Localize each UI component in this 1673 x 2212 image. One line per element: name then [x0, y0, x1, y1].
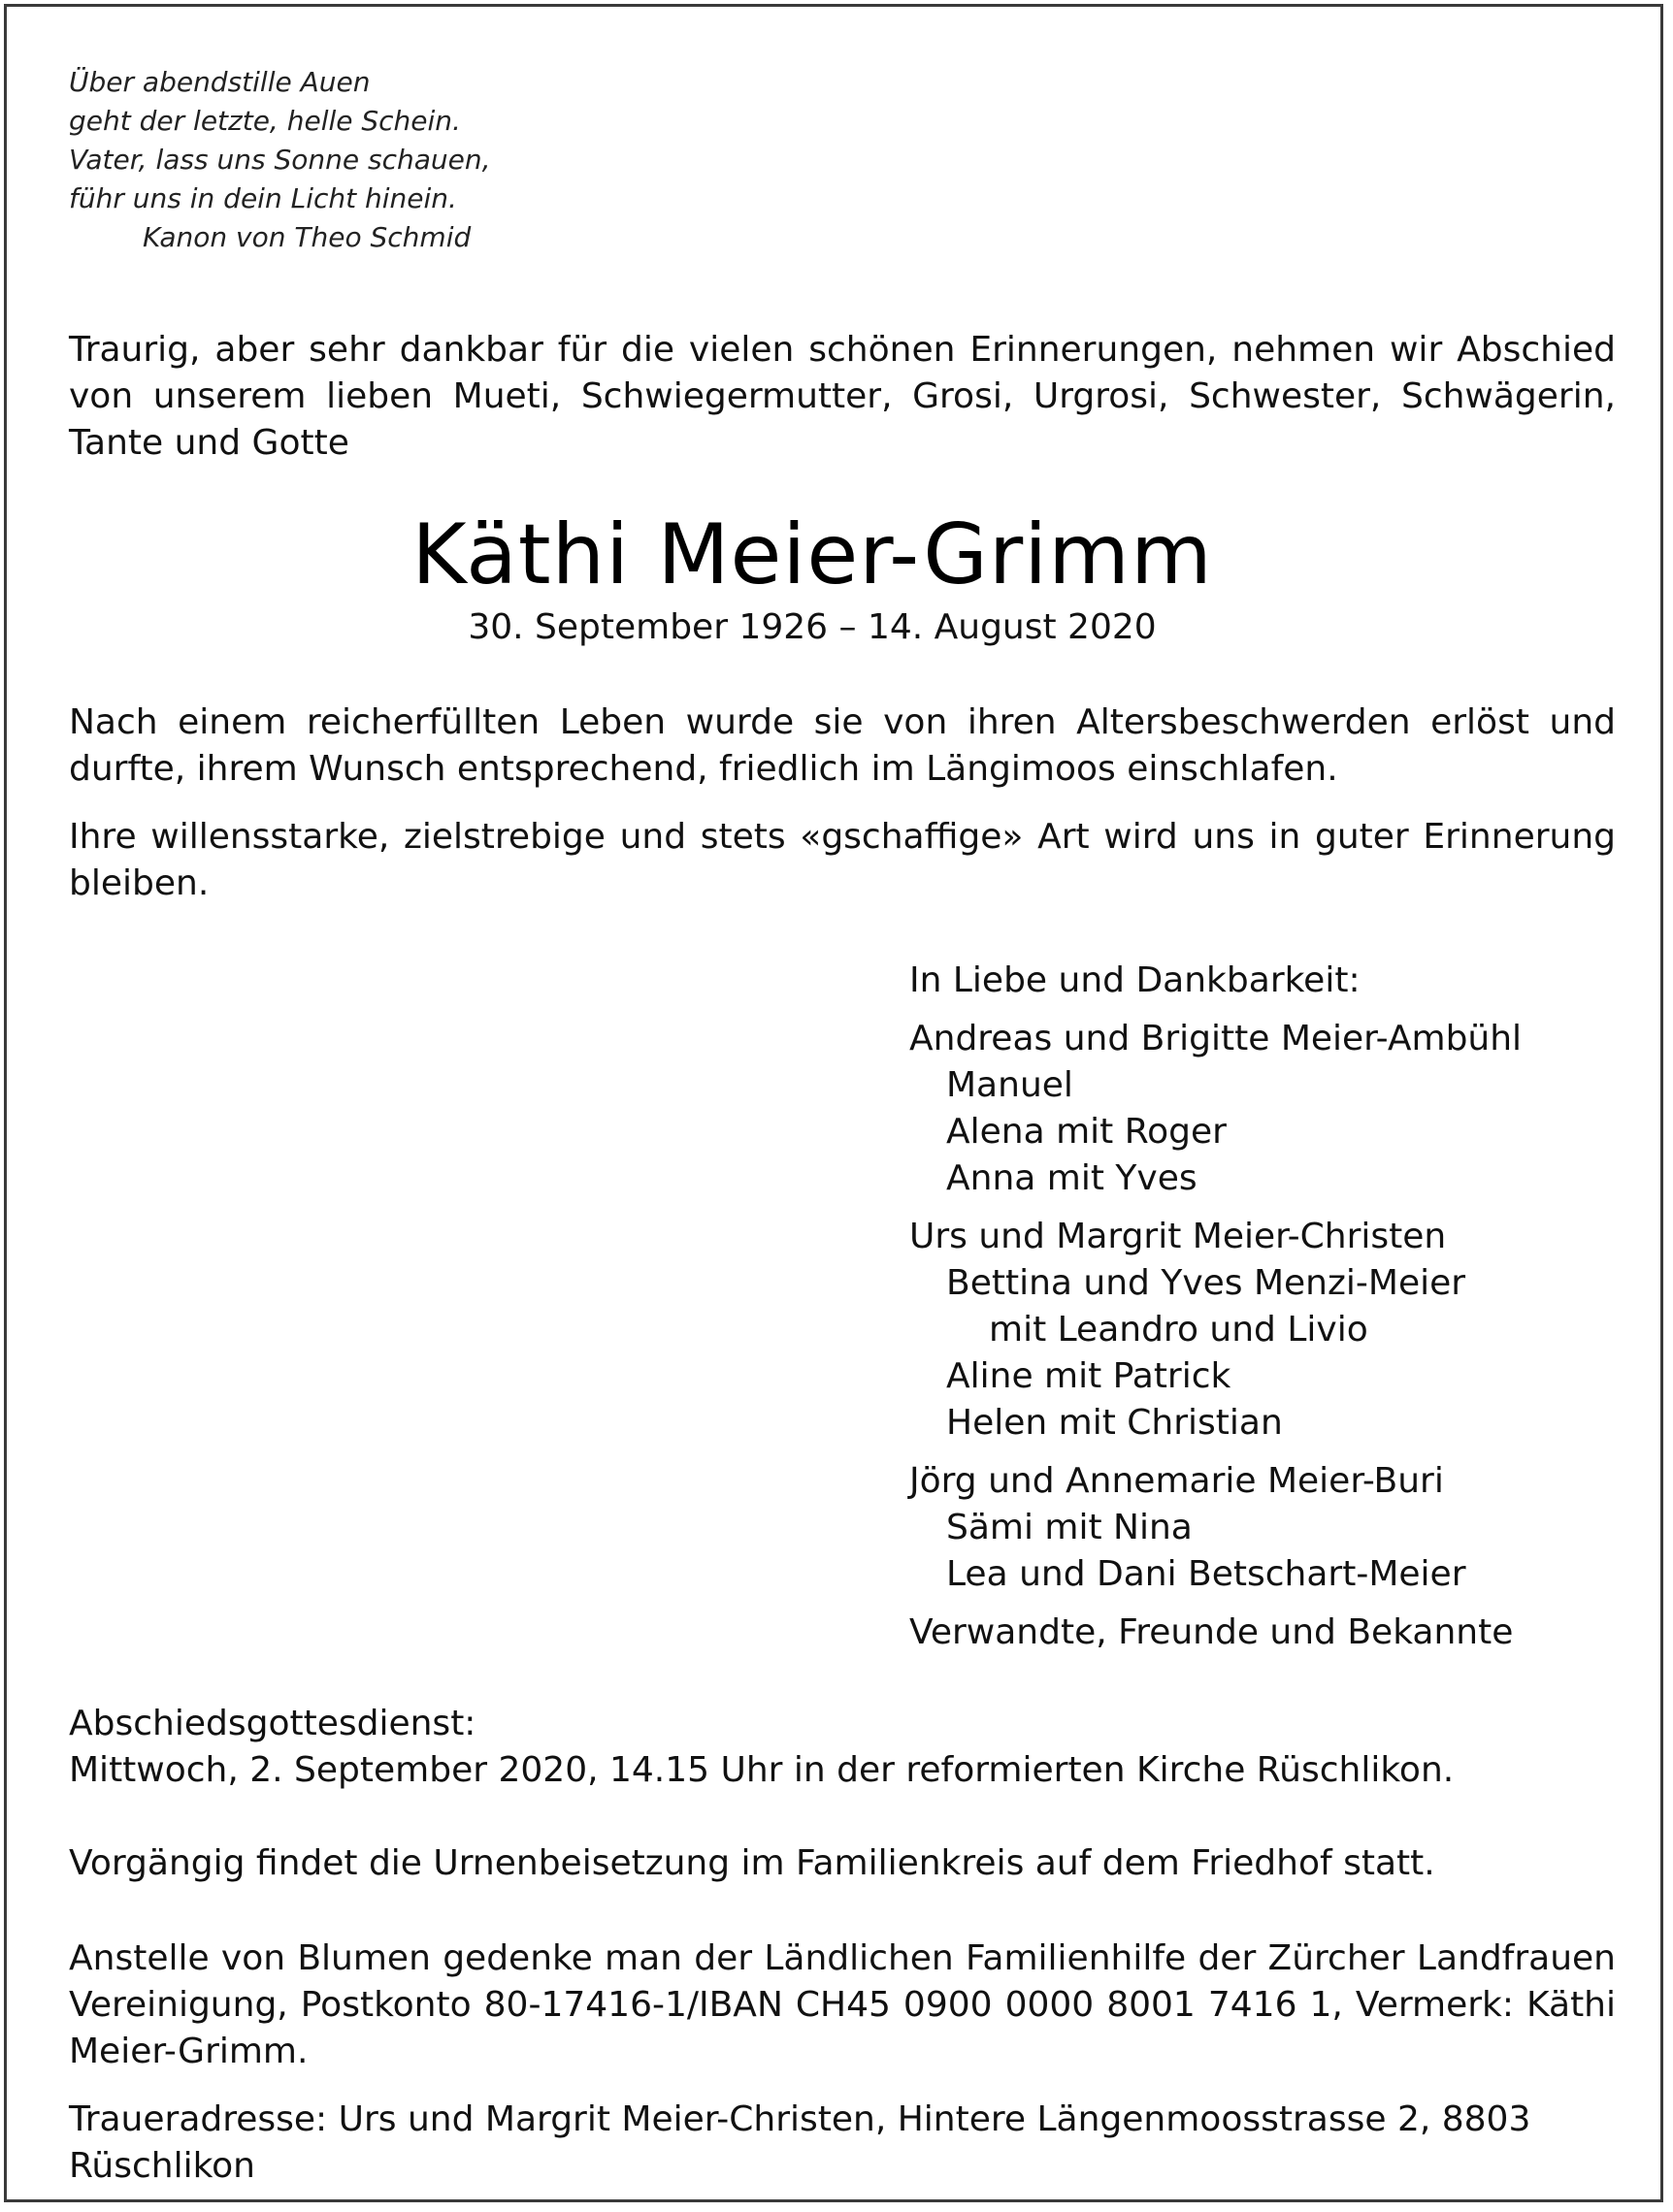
mourning-address: Traueradresse: Urs und Margrit Meier-Christen, Hintere Längenmoosstrasse 2, 8803 Rüschlikon — [69, 2099, 1531, 2186]
service-label: Abschiedsgottesdienst: — [69, 1704, 476, 1743]
donation-text: Anstelle von Blumen gedenke man der Ländlichen Familienhilfe der Zürcher Landfrauen Vereinigung, Postkonto 80-17416-1/IBAN CH45 0900 0000 8001 7416 1, Vermerk: Käthi Meier-Grimm. — [69, 1938, 1616, 2071]
family-head: Urs und Margrit Meier-Christen — [909, 1217, 1447, 1256]
mourners-closing: Verwandte, Freunde und Bekannte — [909, 1612, 1514, 1652]
motto-line: Über abendstille Auen — [69, 66, 371, 98]
motto-line: Vater, lass uns Sonne schauen, — [69, 144, 491, 176]
family-member: Lea und Dani Betschart-Meier — [946, 1554, 1466, 1594]
motto-poem — [69, 63, 491, 257]
family-member: Helen mit Christian — [946, 1403, 1283, 1443]
family-member: Manuel — [946, 1065, 1073, 1105]
life-text: Nach einem reicherfüllten Leben wurde sie von ihren Altersbeschwerden erlöst und durfte, ihrem Wunsch entsprechend, friedlich im Längimoos einschlafen. — [69, 702, 1616, 789]
family-member: Aline mit Patrick — [946, 1356, 1231, 1396]
service-detail: Mittwoch, 2. September 2020, 14.15 Uhr in der reformierten Kirche Rüschlikon. — [69, 1750, 1455, 1790]
character-text: Ihre willensstarke, zielstrebige und stets «gschaffige» Art wird uns in guter Erinnerung bleiben. — [69, 817, 1616, 903]
life-dates: 30. September 1926 – 14. August 2020 — [468, 607, 1157, 647]
mourners-heading: In Liebe und Dankbarkeit: — [909, 960, 1361, 1000]
family-member: Bettina und Yves Menzi-Meier — [946, 1263, 1466, 1303]
family-head: Jörg und Annemarie Meier-Buri — [909, 1461, 1444, 1501]
family-head: Andreas und Brigitte Meier-Ambühl — [909, 1019, 1523, 1058]
burial-text: Vorgängig findet die Urnenbeisetzung im Familienkreis auf dem Friedhof statt. — [69, 1843, 1435, 1883]
family-member: Sämi mit Nina — [946, 1508, 1193, 1547]
motto-credit: Kanon von Theo Schmid — [143, 221, 472, 253]
obituary-frame — [4, 4, 1663, 2202]
motto-line: führ uns in dein Licht hinein. — [69, 182, 457, 214]
service-info — [69, 1701, 1454, 1794]
family-member: mit Leandro und Livio — [989, 1310, 1368, 1350]
deceased-name: Käthi Meier-Grimm — [411, 506, 1213, 603]
motto-line: geht der letzte, helle Schein. — [69, 105, 461, 137]
intro-text: Traurig, aber sehr dankbar für die vielen schönen Erinnerungen, nehmen wir Abschied von unserem lieben Mueti, Schwiegermutter, Grosi, Urgrosi, Schwester, Schwägerin, Tante und Gotte — [69, 330, 1616, 463]
family-member: Alena mit Roger — [946, 1112, 1227, 1152]
family-member: Anna mit Yves — [946, 1158, 1197, 1198]
mourners-list — [909, 958, 1522, 1656]
